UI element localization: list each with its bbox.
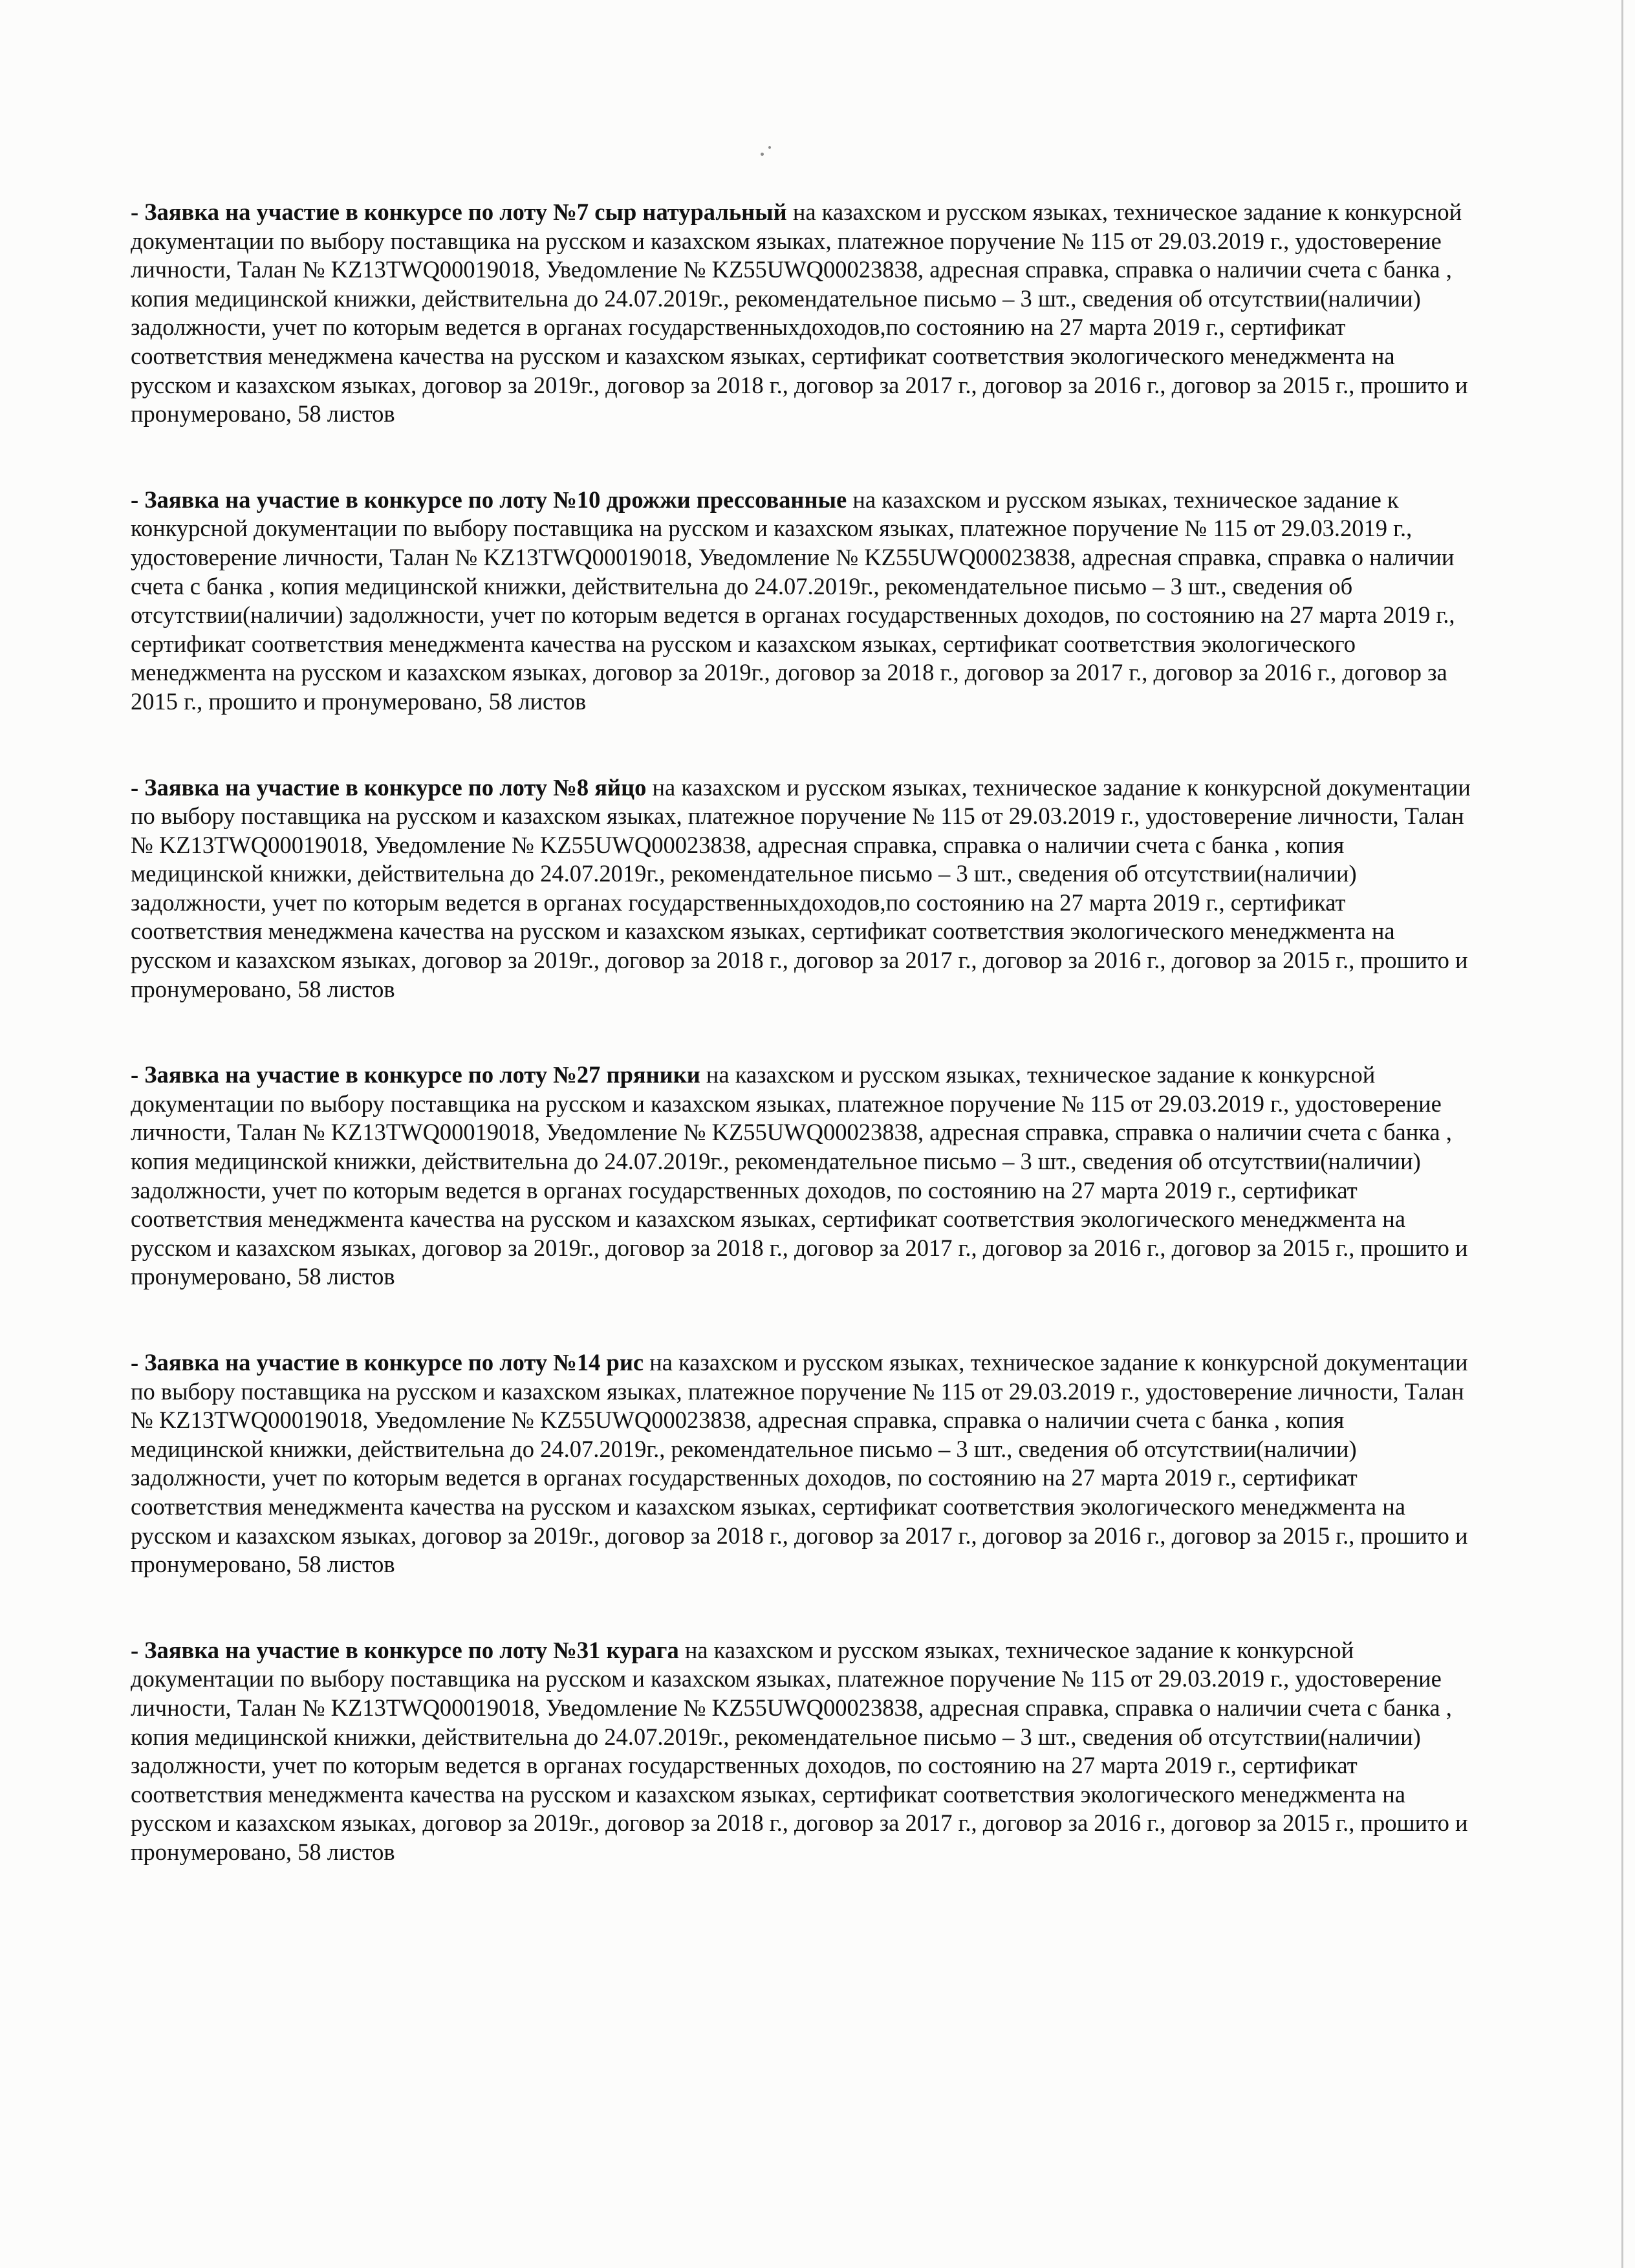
scan-edge-line (1621, 0, 1623, 2268)
entry-body: на казахском и русском языках, техническое задание к конкурсной документации по выбору поставщика на русском и казахском языках, платежное поручение № 115 от 29.03.2019 г., удостоверение личности, Талан № KZ13TWQ00019018, Уведомление № KZ55UWQ00023838, адресная справка, справка о наличии счета с банка , копия медицинской книжки, действительна до 24.07.2019г., рекомендательное письмо – 3 шт., сведения об отсутствии(наличии) задолжности, учет по которым ведется в органах государственных доходов, по состоянию на 27 марта 2019 г., сертификат соответствия менеджмента качества на русском и казахском языках, сертификат соответствия экологического менеджмента на русском и казахском языках, договор за 2019г., договор за 2018 г., договор за 2017 г., договор за 2016 г., договор за 2015 г., прошито и пронумеровано, 58 листов (131, 1061, 1468, 1290)
entry-lead: - Заявка на участие в конкурсе по лоту №10 дрожжи прессованные (131, 486, 847, 513)
application-entry (131, 1061, 1476, 1291)
scan-speck (768, 146, 771, 149)
scan-speck (761, 153, 764, 156)
application-entry (131, 1636, 1476, 1867)
entry-body: на казахском и русском языках, техническое задание к конкурсной документации по выбору поставщика на русском и казахском языках, платежное поручение № 115 от 29.03.2019 г., удостоверение личности, Талан № KZ13TWQ00019018, Уведомление № KZ55UWQ00023838, адресная справка, справка о наличии счета с банка , копия медицинской книжки, действительна до 24.07.2019г., рекомендательное письмо – 3 шт., сведения об отсутствии(наличии) задолжности, учет по которым ведется в органах государственных доходов, по состоянию на 27 марта 2019 г., сертификат соответствия менеджмента качества на русском и казахском языках, сертификат соответствия экологического менеджмента на русском и казахском языках, договор за 2019г., договор за 2018 г., договор за 2017 г., договор за 2016 г., договор за 2015 г., прошито и пронумеровано, 58 листов (131, 1636, 1468, 1865)
entry-body: на казахском и русском языках, техническое задание к конкурсной документации по выбору поставщика на русском и казахском языках, платежное поручение № 115 от 29.03.2019 г., удостоверение личности, Талан № KZ13TWQ00019018, Уведомление № KZ55UWQ00023838, адресная справка, справка о наличии счета с банка , копия медицинской книжки, действительна до 24.07.2019г., рекомендательное письмо – 3 шт., сведения об отсутствии(наличии) задолжности, учет по которым ведется в органах государственных доходов, по состоянию на 27 марта 2019 г., сертификат соответствия менеджмента качества на русском и казахском языках, сертификат соответствия экологического менеджмента на русском и казахском языках, договор за 2019г., договор за 2018 г., договор за 2017 г., договор за 2016 г., договор за 2015 г., прошито и пронумеровано, 58 листов (131, 1349, 1468, 1578)
application-entry (131, 198, 1476, 429)
entry-lead: - Заявка на участие в конкурсе по лоту №27 пряники (131, 1061, 700, 1088)
entry-body: на казахском и русском языках, техническое задание к конкурсной документации по выбору поставщика на русском и казахском языках, платежное поручение № 115 от 29.03.2019 г., удостоверение личности, Талан № KZ13TWQ00019018, Уведомление № KZ55UWQ00023838, адресная справка, справка о наличии счета с банка , копия медицинской книжки, действительна до 24.07.2019г., рекомендательное письмо – 3 шт., сведения об отсутствии(наличии) задолжности, учет по которым ведется в органах государственныхдоходов,по состоянию на 27 марта 2019 г., сертификат соответствия менеджмена качества на русском и казахском языках, сертификат соответствия экологического менеджмента на русском и казахском языках, договор за 2019г., договор за 2018 г., договор за 2017 г., договор за 2016 г., договор за 2015 г., прошито и пронумеровано, 58 листов (131, 773, 1471, 1002)
document-body (131, 198, 1476, 1924)
entry-lead: - Заявка на участие в конкурсе по лоту №31 курага (131, 1636, 679, 1663)
application-entry (131, 486, 1476, 717)
entry-lead: - Заявка на участие в конкурсе по лоту №8 яйцо (131, 773, 647, 801)
entry-lead: - Заявка на участие в конкурсе по лоту №14 рис (131, 1349, 644, 1376)
entry-body: на казахском и русском языках, техническое задание к конкурсной документации по выбору поставщика на русском и казахском языках, платежное поручение № 115 от 29.03.2019 г., удостоверение личности, Талан № KZ13TWQ00019018, Уведомление № KZ55UWQ00023838, адресная справка, справка о наличии счета с банка , копия медицинской книжки, действительна до 24.07.2019г., рекомендательное письмо – 3 шт., сведения об отсутствии(наличии) задолжности, учет по которым ведется в органах государственных доходов, по состоянию на 27 марта 2019 г., сертификат соответствия менеджмента качества на русском и казахском языках, сертификат соответствия экологического менеджмента на русском и казахском языках, договор за 2019г., договор за 2018 г., договор за 2017 г., договор за 2016 г., договор за 2015 г., прошито и пронумеровано, 58 листов (131, 486, 1455, 715)
application-entry (131, 773, 1476, 1004)
entry-lead: - Заявка на участие в конкурсе по лоту №7 сыр натуральный (131, 199, 787, 225)
entry-body: на казахском и русском языках, техническое задание к конкурсной документации по выбору поставщика на русском и казахском языках, платежное поручение № 115 от 29.03.2019 г., удостоверение личности, Талан № KZ13TWQ00019018, Уведомление № KZ55UWQ00023838, адресная справка, справка о наличии счета с банка , копия медицинской книжки, действительна до 24.07.2019г., рекомендательное письмо – 3 шт., сведения об отсутствии(наличии) задолжности, учет по которым ведется в органах государственныхдоходов,по состоянию на 27 марта 2019 г., сертификат соответствия менеджмена качества на русском и казахском языках, сертификат соответствия экологического менеджмента на русском и казахском языках, договор за 2019г., договор за 2018 г., договор за 2017 г., договор за 2016 г., договор за 2015 г., прошито и пронумеровано, 58 листов (131, 199, 1468, 427)
application-entry (131, 1348, 1476, 1579)
